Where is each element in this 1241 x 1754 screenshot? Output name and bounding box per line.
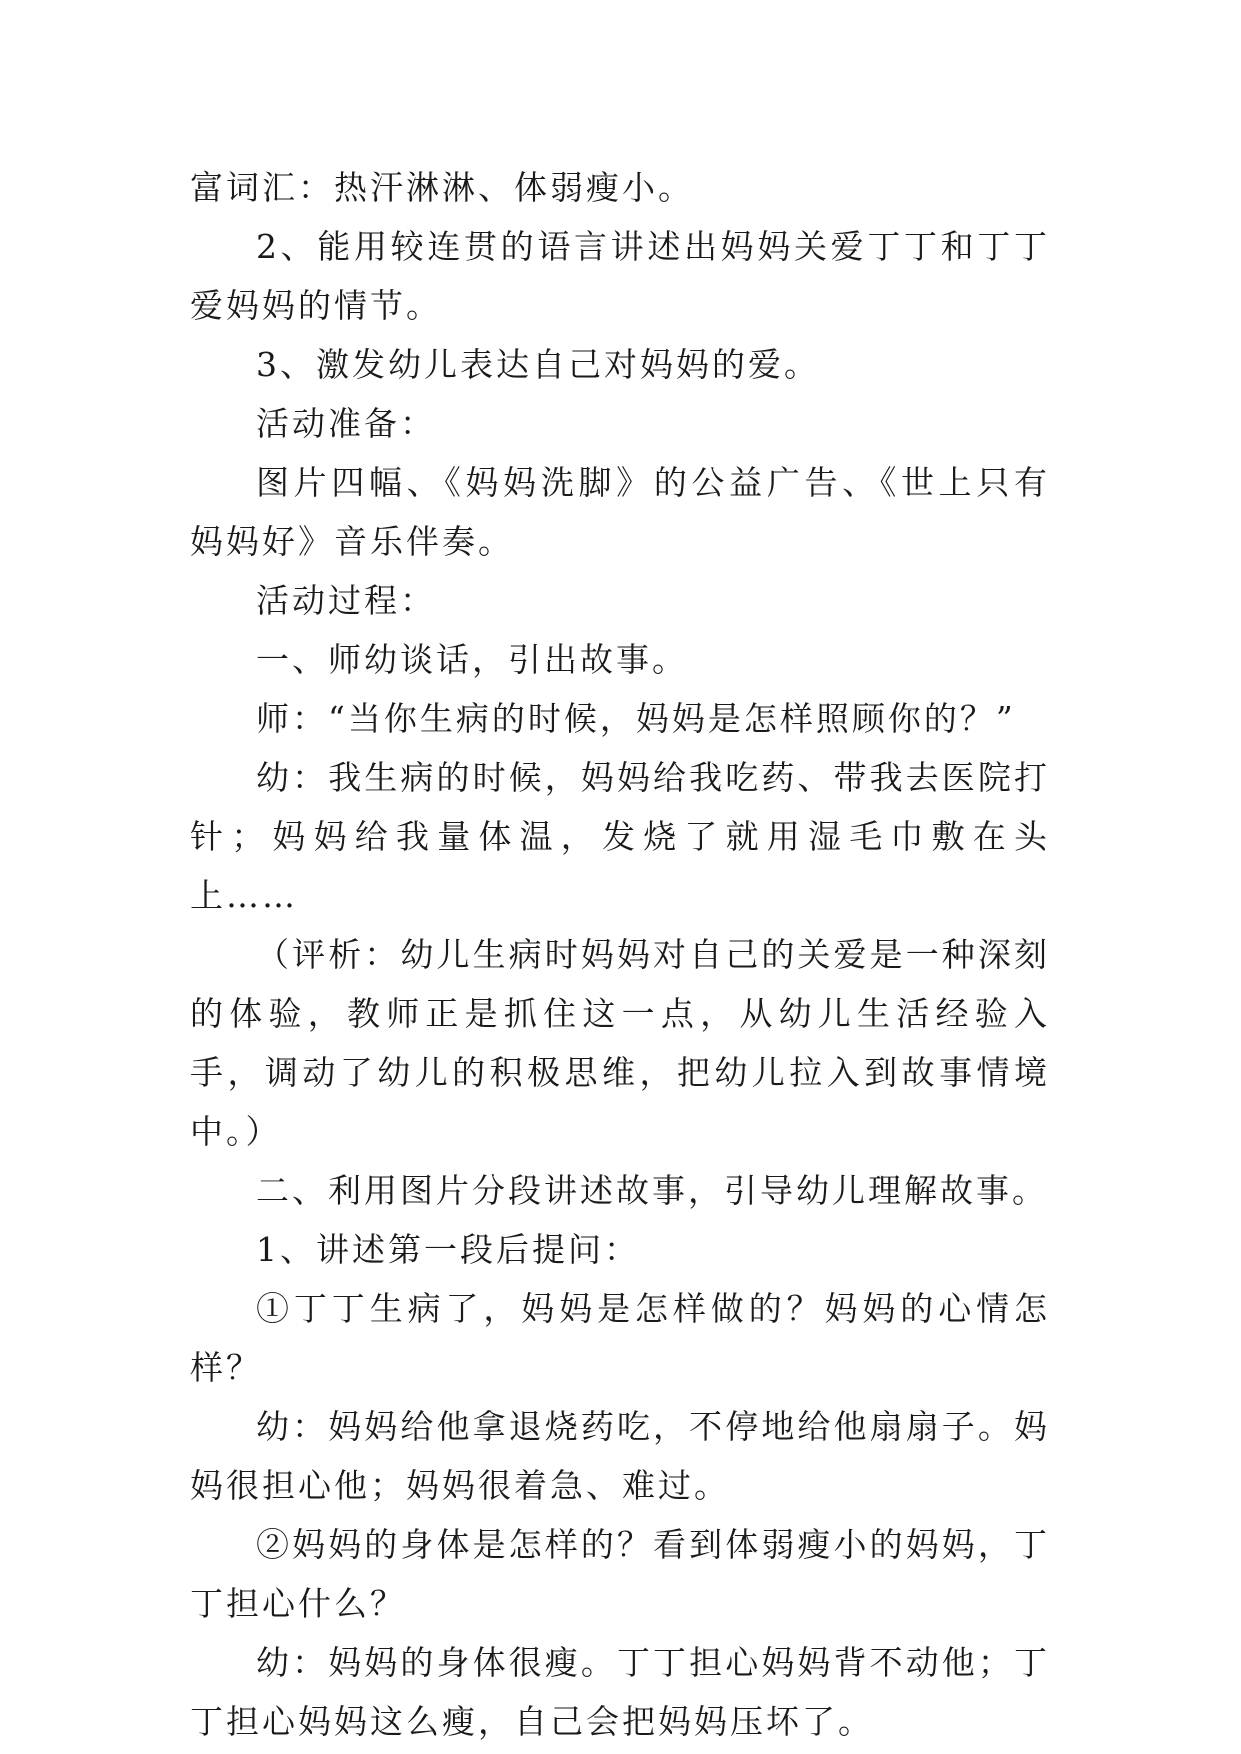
paragraph: 幼：妈妈给他拿退烧药吃，不停地给他扇扇子。妈妈很担心他；妈妈很着急、难过。 (190, 1407, 1050, 1505)
paragraph: （评析：幼儿生病时妈妈对自己的关爱是一种深刻的体验，教师正是抓住这一点，从幼儿生活经验入手，调动了幼儿的积极思维，把幼儿拉入到故事情境中。） (190, 935, 1050, 1151)
paragraph: 1、讲述第一段后提问： (256, 1230, 640, 1269)
section-heading: 活动过程： (256, 581, 436, 620)
paragraph: 富词汇：热汗淋淋、体弱瘦小。 (190, 168, 694, 207)
document-body (190, 158, 1050, 1751)
paragraph: 二、利用图片分段讲述故事，引导幼儿理解故事。 (256, 1171, 1048, 1210)
paragraph: 师：“当你生病的时候，妈妈是怎样照顾你的？” (256, 699, 1016, 738)
paragraph: 3、激发幼儿表达自己对妈妈的爱。 (256, 345, 820, 384)
paragraph: ①丁丁生病了，妈妈是怎样做的？妈妈的心情怎样？ (190, 1289, 1050, 1387)
paragraph: 幼：妈妈的身体很瘦。丁丁担心妈妈背不动他；丁丁担心妈妈这么瘦，自己会把妈妈压坏了。 (190, 1643, 1050, 1741)
paragraph: 图片四幅、《妈妈洗脚》的公益广告、《世上只有妈妈好》音乐伴奏。 (190, 463, 1050, 561)
paragraph: ②妈妈的身体是怎样的？看到体弱瘦小的妈妈，丁丁担心什么？ (190, 1525, 1050, 1623)
paragraph: 幼：我生病的时候，妈妈给我吃药、带我去医院打针；妈妈给我量体温，发烧了就用湿毛巾敷在头上…… (190, 758, 1050, 915)
section-heading: 活动准备： (256, 404, 436, 443)
paragraph: 2、能用较连贯的语言讲述出妈妈关爱丁丁和丁丁爱妈妈的情节。 (190, 227, 1050, 325)
paragraph: 一、师幼谈话，引出故事。 (256, 640, 688, 679)
